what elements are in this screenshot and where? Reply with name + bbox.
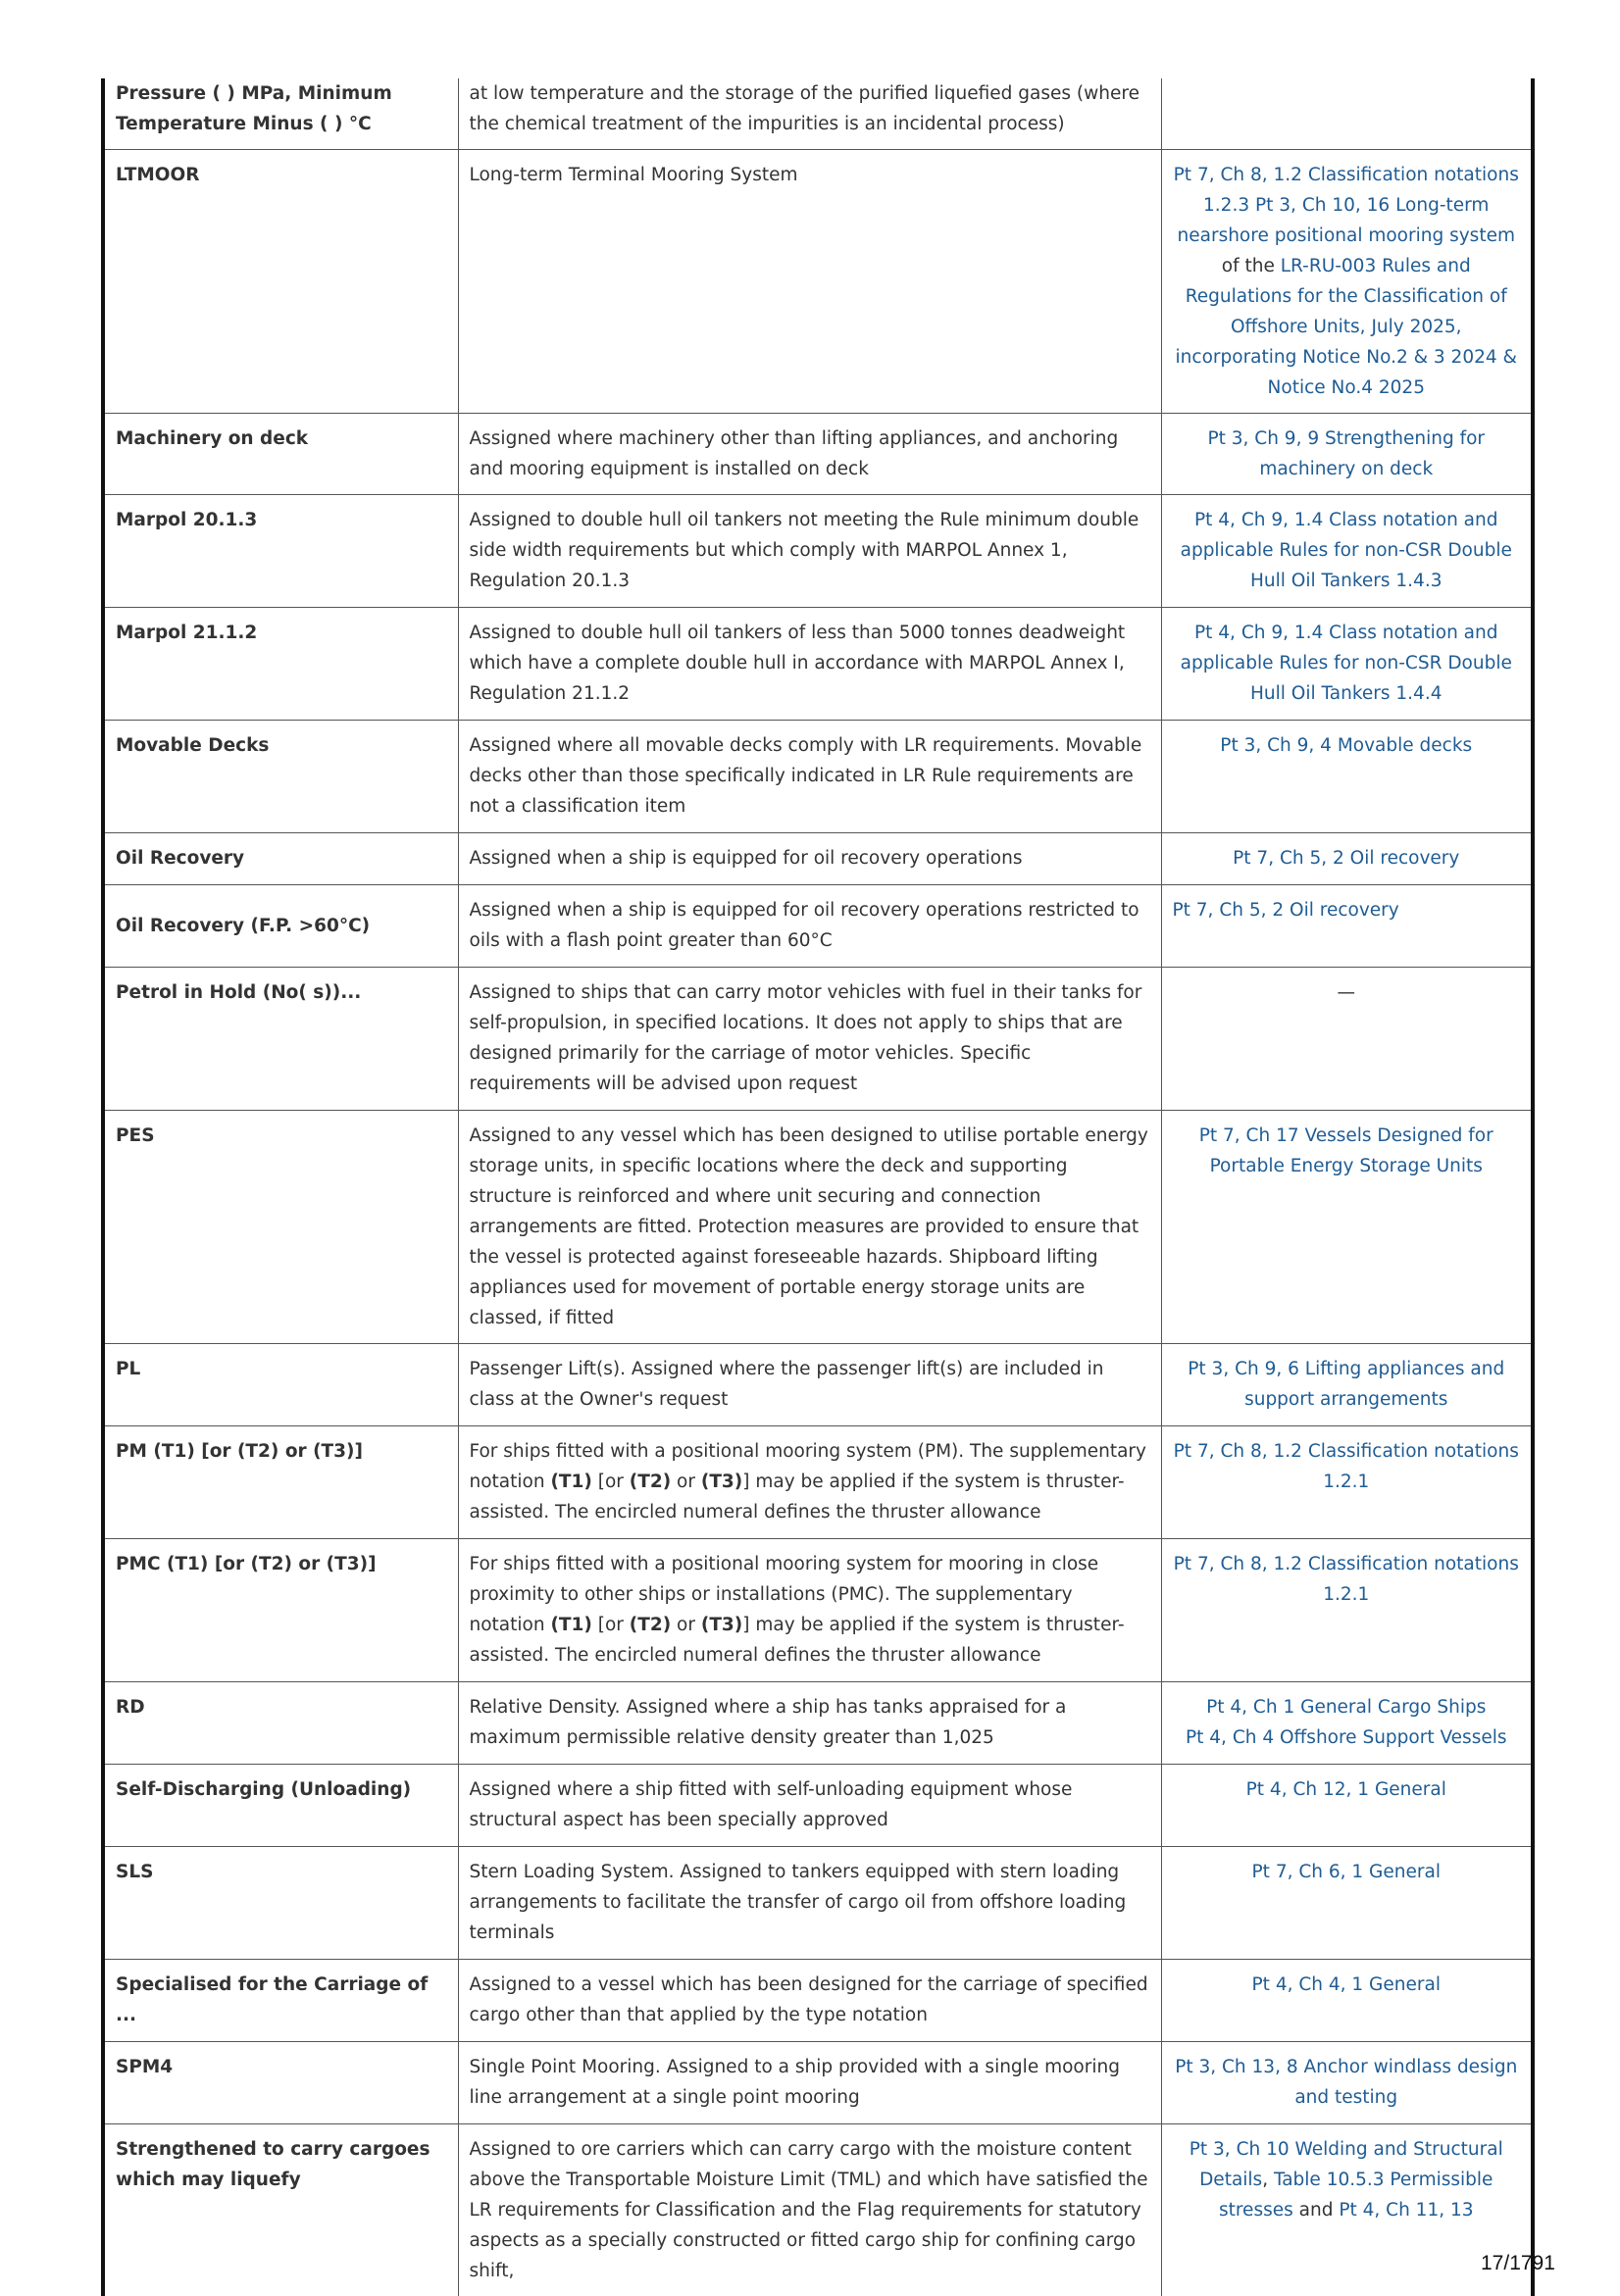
notation-cell: SPM4 — [103, 2042, 458, 2124]
reference-cell — [1161, 1765, 1533, 1847]
notation-table — [101, 78, 1535, 2296]
reference-cell — [1161, 150, 1533, 414]
description-cell: Assigned when a ship is equipped for oil recovery operations — [458, 833, 1161, 885]
description-text: or — [671, 1472, 701, 1492]
notation-cell: RD — [103, 1682, 458, 1765]
reference-cell — [1161, 608, 1533, 721]
description-text: ] may be applied if the system is thruster-assisted. The encircled numeral defines the thruster allowance — [470, 1615, 1125, 1666]
notation-cell: Self-Discharging (Unloading) — [103, 1765, 458, 1847]
table-row — [103, 1960, 1533, 2042]
notation-cell: PES — [103, 1111, 458, 1344]
reference-link[interactable]: Pt 7, Ch 5, 2 Oil recovery — [1173, 900, 1399, 921]
table-row — [103, 414, 1533, 495]
reference-link[interactable]: LR-RU-003 Rules and Regulations for the Classification of Offshore Units, July 2025, incorporating Notice No.2 & 3 2024 & Notice No.4 2025 — [1176, 256, 1517, 398]
description-cell — [458, 1426, 1161, 1539]
description-cell: Assigned where all movable decks comply with LR requirements. Movable decks other than those specifically indicated in LR Rule requirements are not a classification item — [458, 721, 1161, 833]
notation-code: (T3) — [701, 1472, 742, 1492]
description-text: or — [671, 1615, 701, 1635]
reference-link[interactable]: Pt 4, Ch 9, 1.4 Class notation and applicable Rules for non-CSR Double Hull Oil Tankers 1.4.3 — [1181, 510, 1512, 591]
table-row — [103, 968, 1533, 1111]
description-cell: at low temperature and the storage of the purified liquefied gases (where the chemical treatment of the impurities is an incidental process) — [458, 78, 1161, 150]
notation-cell: Oil Recovery — [103, 833, 458, 885]
reference-link[interactable]: Pt 4, Ch 12, 1 General — [1246, 1779, 1446, 1800]
table-row — [103, 608, 1533, 721]
reference-link[interactable]: Pt 4, Ch 11, 13 — [1339, 2200, 1473, 2221]
reference-cell — [1161, 2042, 1533, 2124]
reference-link[interactable]: Pt 4, Ch 4 Offshore Support Vessels — [1186, 1727, 1507, 1748]
table-row — [103, 1344, 1533, 1426]
description-cell: Relative Density. Assigned where a ship has tanks appraised for a maximum permissible relative density greater than 1,025 — [458, 1682, 1161, 1765]
reference-link[interactable]: Pt 7, Ch 5, 2 Oil recovery — [1233, 848, 1459, 869]
description-cell: Assigned to any vessel which has been designed to utilise portable energy storage units, in specific locations where the deck and supporting structure is reinforced and where unit securing and connection arrangements are fitted. Protection measures are provided to ensure that the vessel is protected against foreseeable hazards. Shipboard lifting appliances used for movement of portable energy storage units are classed, if fitted — [458, 1111, 1161, 1344]
reference-text: and — [1293, 2200, 1340, 2221]
reference-cell — [1161, 1426, 1533, 1539]
description-cell: Long-term Terminal Mooring System — [458, 150, 1161, 414]
reference-cell — [1161, 1539, 1533, 1682]
notation-cell: SLS — [103, 1847, 458, 1960]
reference-cell — [1161, 1682, 1533, 1765]
reference-link[interactable]: Pt 7, Ch 6, 1 General — [1252, 1862, 1441, 1882]
notation-code: (T2) — [630, 1472, 671, 1492]
table-row — [103, 78, 1533, 150]
reference-cell — [1161, 78, 1533, 150]
notation-cell: Pressure ( ) MPa, Minimum Temperature Minus ( ) °C — [103, 78, 458, 150]
reference-link[interactable]: Pt 4, Ch 4, 1 General — [1252, 1974, 1441, 1995]
table-row — [103, 721, 1533, 833]
reference-link[interactable]: Pt 3, Ch 10 Welding and Structural Details — [1190, 2139, 1503, 2190]
table-row — [103, 1539, 1533, 1682]
description-cell: Assigned to double hull oil tankers of less than 5000 tonnes deadweight which have a complete double hull in accordance with MARPOL Annex I, Regulation 21.1.2 — [458, 608, 1161, 721]
table-row — [103, 150, 1533, 414]
reference-link[interactable]: Pt 7, Ch 17 Vessels Designed for Portable Energy Storage Units — [1199, 1125, 1493, 1176]
notation-cell: Oil Recovery (F.P. >60°C) — [103, 885, 458, 968]
notation-cell: PM (T1) [or (T2) or (T3)] — [103, 1426, 458, 1539]
notation-cell: Marpol 20.1.3 — [103, 495, 458, 608]
notation-cell: Petrol in Hold (No( s))... — [103, 968, 458, 1111]
reference-link[interactable]: Pt 3, Ch 9, 6 Lifting appliances and support arrangements — [1188, 1359, 1504, 1410]
description-text: For ships fitted with a positional mooring system (PM). The supplementary notation — [470, 1441, 1146, 1492]
reference-link[interactable]: Pt 7, Ch 8, 1.2 Classification notations 1.2.1 — [1174, 1554, 1519, 1605]
notation-code: (T1) — [550, 1472, 591, 1492]
description-cell: Assigned to double hull oil tankers not meeting the Rule minimum double side width requirements but which comply with MARPOL Annex 1, Regulation 20.1.3 — [458, 495, 1161, 608]
description-cell: Single Point Mooring. Assigned to a ship provided with a single mooring line arrangement at a single point mooring — [458, 2042, 1161, 2124]
reference-link[interactable]: Pt 4, Ch 9, 1.4 Class notation and applicable Rules for non-CSR Double Hull Oil Tankers 1.4.4 — [1181, 623, 1512, 704]
description-text: ] may be applied if the system is thruster-assisted. The encircled numeral defines the thruster allowance — [470, 1472, 1125, 1522]
reference-cell — [1161, 1847, 1533, 1960]
reference-cell — [1161, 721, 1533, 833]
table-row — [103, 833, 1533, 885]
reference-link[interactable]: Table 10.5.3 Permissible stresses — [1219, 2170, 1493, 2221]
table-row — [103, 2042, 1533, 2124]
description-cell: Assigned where a ship fitted with self-unloading equipment whose structural aspect has been specially approved — [458, 1765, 1161, 1847]
notation-code: (T1) — [550, 1615, 591, 1635]
reference-link[interactable]: Pt 7, Ch 8, 1.2 Classification notations 1.2.1 — [1174, 1441, 1519, 1492]
description-cell: Passenger Lift(s). Assigned where the passenger lift(s) are included in class at the Owner's request — [458, 1344, 1161, 1426]
notation-cell: Marpol 21.1.2 — [103, 608, 458, 721]
reference-cell — [1161, 414, 1533, 495]
table-row — [103, 1111, 1533, 1344]
notation-code: (T3) — [701, 1615, 742, 1635]
notation-cell: Machinery on deck — [103, 414, 458, 495]
notation-cell: Strengthened to carry cargoes which may liquefy — [103, 2124, 458, 2296]
reference-cell — [1161, 1111, 1533, 1344]
reference-link[interactable]: Pt 3, Ch 10, 16 Long-term nearshore positional mooring system — [1178, 195, 1515, 246]
description-cell: Stern Loading System. Assigned to tankers equipped with stern loading arrangements to facilitate the transfer of cargo oil from offshore loading terminals — [458, 1847, 1161, 1960]
notation-cell: LTMOOR — [103, 150, 458, 414]
description-cell: Assigned to ships that can carry motor vehicles with fuel in their tanks for self-propulsion, in specified locations. It does not apply to ships that are designed primarily for the carriage of motor vehicles. Specific requirements will be advised upon request — [458, 968, 1161, 1111]
reference-text: , — [1262, 2170, 1274, 2190]
reference-link[interactable]: Pt 3, Ch 9, 9 Strengthening for machinery on deck — [1207, 428, 1485, 479]
description-text: [or — [592, 1615, 630, 1635]
reference-cell — [1161, 1960, 1533, 2042]
notation-cell: Specialised for the Carriage of ... — [103, 1960, 458, 2042]
description-cell — [458, 1539, 1161, 1682]
description-cell: Assigned to ore carriers which can carry cargo with the moisture content above the Transportable Moisture Limit (TML) and which have satisfied the LR requirements for Classification and the Flag requirements for statutory aspects as a specially constructed or fitted cargo ship for confining cargo shift, — [458, 2124, 1161, 2296]
reference-link[interactable]: Pt 3, Ch 9, 4 Movable decks — [1220, 735, 1472, 756]
notation-cell: PMC (T1) [or (T2) or (T3)] — [103, 1539, 458, 1682]
notation-cell: Movable Decks — [103, 721, 458, 833]
reference-cell — [1161, 495, 1533, 608]
reference-link[interactable]: Pt 4, Ch 1 General Cargo Ships — [1206, 1697, 1486, 1718]
reference-link[interactable]: Pt 3, Ch 13, 8 Anchor windlass design and testing — [1175, 2057, 1517, 2108]
reference-cell — [1161, 833, 1533, 885]
table-row — [103, 885, 1533, 968]
reference-cell — [1161, 2124, 1533, 2296]
description-cell: Assigned where machinery other than lifting appliances, and anchoring and mooring equipment is installed on deck — [458, 414, 1161, 495]
reference-text: of the — [1222, 256, 1281, 276]
table-row — [103, 1426, 1533, 1539]
description-cell: Assigned to a vessel which has been designed for the carriage of specified cargo other than that applied by the type notation — [458, 1960, 1161, 2042]
page-number: 17/1791 — [1481, 2252, 1555, 2275]
reference-cell — [1161, 1344, 1533, 1426]
table-row — [103, 495, 1533, 608]
table-row — [103, 1682, 1533, 1765]
description-cell: Assigned when a ship is equipped for oil recovery operations restricted to oils with a flash point greater than 60°C — [458, 885, 1161, 968]
reference-cell — [1161, 885, 1533, 968]
table-row — [103, 1765, 1533, 1847]
notation-code: (T2) — [630, 1615, 671, 1635]
notation-cell: PL — [103, 1344, 458, 1426]
description-text: [or — [592, 1472, 630, 1492]
reference-cell: — — [1161, 968, 1533, 1111]
table-row — [103, 2124, 1533, 2296]
table-row — [103, 1847, 1533, 1960]
reference-link[interactable]: Pt 7, Ch 8, 1.2 Classification notations 1.2.3 — [1174, 165, 1519, 216]
description-text: For ships fitted with a positional mooring system for mooring in close proximity to other ships or installations (PMC). The supplementary notation — [470, 1554, 1099, 1635]
